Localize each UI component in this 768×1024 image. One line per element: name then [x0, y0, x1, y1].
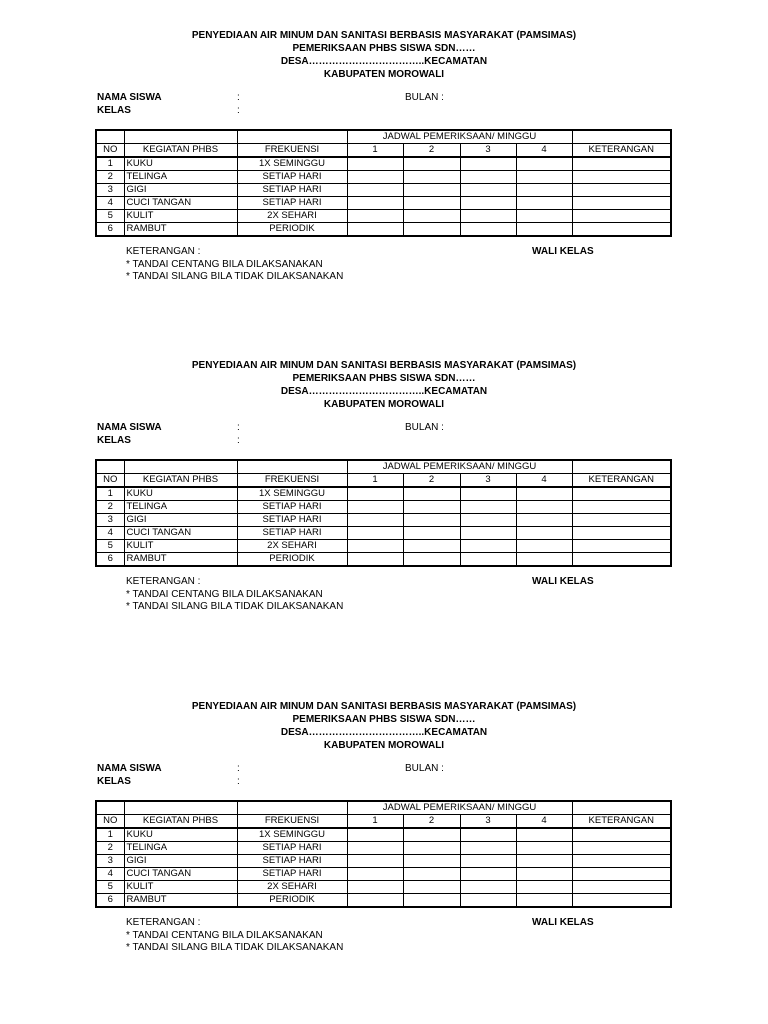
- week-3-check-cell[interactable]: [460, 894, 516, 908]
- frekuensi-header: FREKUENSI: [237, 815, 347, 829]
- kegiatan-header: KEGIATAN PHBS: [124, 474, 237, 488]
- week-1-check-cell[interactable]: [347, 842, 403, 855]
- header-village-district: DESA……………………………..KECAMATAN: [280, 727, 488, 738]
- row-keterangan-cell[interactable]: [572, 894, 671, 908]
- row-frekuensi: PERIODIK: [237, 553, 347, 567]
- week-3-check-cell[interactable]: [460, 487, 516, 501]
- week-3-check-cell[interactable]: [460, 514, 516, 527]
- week-3-check-cell[interactable]: [460, 828, 516, 842]
- week-2-check-cell[interactable]: [403, 501, 460, 514]
- week-header-1: 1: [347, 474, 403, 488]
- note-cross: * TANDAI SILANG BILA TIDAK DILAKSANAKAN: [126, 942, 344, 953]
- row-frekuensi: SETIAP HARI: [237, 197, 347, 210]
- row-kegiatan: TELINGA: [124, 171, 237, 184]
- row-keterangan-cell[interactable]: [572, 223, 671, 237]
- row-kegiatan: TELINGA: [124, 501, 237, 514]
- table-row: [96, 184, 671, 197]
- row-frekuensi: SETIAP HARI: [237, 501, 347, 514]
- week-header-1: 1: [347, 815, 403, 829]
- week-3-check-cell[interactable]: [460, 881, 516, 894]
- row-frekuensi: SETIAP HARI: [237, 527, 347, 540]
- nama-siswa-label: NAMA SISWA: [97, 92, 162, 103]
- keterangan-label: KETERANGAN :: [126, 246, 201, 257]
- bulan-label: BULAN :: [405, 92, 444, 103]
- week-2-check-cell[interactable]: [403, 223, 460, 237]
- week-header-2: 2: [403, 474, 460, 488]
- week-1-check-cell[interactable]: [347, 197, 403, 210]
- row-number: 3: [96, 855, 124, 868]
- kegiatan-header-blank: [124, 801, 237, 815]
- week-4-check-cell[interactable]: [516, 197, 572, 210]
- row-number: 5: [96, 210, 124, 223]
- phbs-form: [0, 330, 768, 660]
- nama-colon: :: [237, 422, 240, 433]
- header-subtitle: PEMERIKSAAN PHBS SISWA SDN……: [292, 373, 476, 384]
- jadwal-group-header: JADWAL PEMERIKSAAN/ MINGGU: [347, 130, 572, 144]
- table-row: [96, 501, 671, 514]
- week-1-check-cell[interactable]: [347, 855, 403, 868]
- row-keterangan-cell[interactable]: [572, 881, 671, 894]
- row-kegiatan: TELINGA: [124, 842, 237, 855]
- table-row: [96, 855, 671, 868]
- wali-kelas-label: WALI KELAS: [532, 576, 594, 587]
- row-kegiatan: RAMBUT: [124, 894, 237, 908]
- week-header-3: 3: [460, 474, 516, 488]
- row-frekuensi: SETIAP HARI: [237, 514, 347, 527]
- week-4-check-cell[interactable]: [516, 842, 572, 855]
- row-kegiatan: KUKU: [124, 157, 237, 171]
- row-number: 6: [96, 553, 124, 567]
- row-number: 4: [96, 197, 124, 210]
- week-header-4: 4: [516, 474, 572, 488]
- row-keterangan-cell[interactable]: [572, 157, 671, 171]
- row-frekuensi: PERIODIK: [237, 894, 347, 908]
- row-number: 1: [96, 157, 124, 171]
- week-4-check-cell[interactable]: [516, 540, 572, 553]
- week-3-check-cell[interactable]: [460, 868, 516, 881]
- week-4-check-cell[interactable]: [516, 501, 572, 514]
- phbs-table: [95, 459, 672, 567]
- no-header: NO: [96, 474, 124, 488]
- header-regency: KABUPATEN MOROWALI: [323, 740, 445, 751]
- jadwal-group-header: JADWAL PEMERIKSAAN/ MINGGU: [347, 460, 572, 474]
- no-header-blank: [96, 130, 124, 144]
- week-header-2: 2: [403, 144, 460, 158]
- week-1-check-cell[interactable]: [347, 894, 403, 908]
- row-keterangan-cell[interactable]: [572, 855, 671, 868]
- bulan-label: BULAN :: [405, 422, 444, 433]
- row-number: 2: [96, 842, 124, 855]
- row-kegiatan: RAMBUT: [124, 553, 237, 567]
- table-row: [96, 842, 671, 855]
- week-2-check-cell[interactable]: [403, 894, 460, 908]
- kelas-colon: :: [237, 776, 240, 787]
- row-frekuensi: 1X SEMINGGU: [237, 487, 347, 501]
- row-number: 6: [96, 223, 124, 237]
- table-row: [96, 868, 671, 881]
- week-1-check-cell[interactable]: [347, 487, 403, 501]
- table-row: [96, 171, 671, 184]
- row-kegiatan: GIGI: [124, 514, 237, 527]
- row-keterangan-cell[interactable]: [572, 184, 671, 197]
- row-frekuensi: SETIAP HARI: [237, 855, 347, 868]
- kegiatan-header-blank: [124, 130, 237, 144]
- table-row: [96, 828, 671, 842]
- week-3-check-cell[interactable]: [460, 171, 516, 184]
- row-frekuensi: SETIAP HARI: [237, 184, 347, 197]
- week-2-check-cell[interactable]: [403, 855, 460, 868]
- row-kegiatan: CUCI TANGAN: [124, 868, 237, 881]
- week-1-check-cell[interactable]: [347, 514, 403, 527]
- week-3-check-cell[interactable]: [460, 210, 516, 223]
- frekuensi-header: FREKUENSI: [237, 144, 347, 158]
- row-keterangan-cell[interactable]: [572, 210, 671, 223]
- row-kegiatan: KUKU: [124, 828, 237, 842]
- row-kegiatan: KUKU: [124, 487, 237, 501]
- phbs-form: [0, 671, 768, 1001]
- week-4-check-cell[interactable]: [516, 553, 572, 567]
- week-4-check-cell[interactable]: [516, 527, 572, 540]
- week-1-check-cell[interactable]: [347, 210, 403, 223]
- week-4-check-cell[interactable]: [516, 828, 572, 842]
- kelas-label: KELAS: [97, 776, 131, 787]
- row-kegiatan: KULIT: [124, 210, 237, 223]
- row-kegiatan: GIGI: [124, 855, 237, 868]
- week-1-check-cell[interactable]: [347, 881, 403, 894]
- row-keterangan-cell[interactable]: [572, 527, 671, 540]
- row-frekuensi: 1X SEMINGGU: [237, 828, 347, 842]
- week-2-check-cell[interactable]: [403, 197, 460, 210]
- week-4-check-cell[interactable]: [516, 184, 572, 197]
- table-row: [96, 514, 671, 527]
- week-2-check-cell[interactable]: [403, 540, 460, 553]
- week-header-3: 3: [460, 144, 516, 158]
- note-checkmark: * TANDAI CENTANG BILA DILAKSANAKAN: [126, 589, 323, 600]
- week-4-check-cell[interactable]: [516, 210, 572, 223]
- kegiatan-header: KEGIATAN PHBS: [124, 815, 237, 829]
- keterangan-header-blank: [572, 130, 671, 144]
- phbs-table: [95, 800, 672, 908]
- header-regency: KABUPATEN MOROWALI: [323, 399, 445, 410]
- row-kegiatan: GIGI: [124, 184, 237, 197]
- week-1-check-cell[interactable]: [347, 868, 403, 881]
- table-row: [96, 894, 671, 908]
- table-row: [96, 881, 671, 894]
- table-row: [96, 487, 671, 501]
- kelas-label: KELAS: [97, 105, 131, 116]
- no-header-blank: [96, 801, 124, 815]
- week-3-check-cell[interactable]: [460, 501, 516, 514]
- nama-colon: :: [237, 763, 240, 774]
- week-2-check-cell[interactable]: [403, 881, 460, 894]
- row-number: 2: [96, 171, 124, 184]
- week-3-check-cell[interactable]: [460, 855, 516, 868]
- table-row: [96, 223, 671, 237]
- table-row: [96, 157, 671, 171]
- table-row: [96, 527, 671, 540]
- week-4-check-cell[interactable]: [516, 868, 572, 881]
- row-number: 6: [96, 894, 124, 908]
- keterangan-header-blank: [572, 460, 671, 474]
- keterangan-header: KETERANGAN: [572, 815, 671, 829]
- row-keterangan-cell[interactable]: [572, 553, 671, 567]
- no-header: NO: [96, 144, 124, 158]
- keterangan-header-blank: [572, 801, 671, 815]
- row-number: 3: [96, 184, 124, 197]
- row-keterangan-cell[interactable]: [572, 842, 671, 855]
- kelas-colon: :: [237, 435, 240, 446]
- week-4-check-cell[interactable]: [516, 855, 572, 868]
- row-number: 4: [96, 868, 124, 881]
- nama-siswa-label: NAMA SISWA: [97, 763, 162, 774]
- week-1-check-cell[interactable]: [347, 540, 403, 553]
- row-kegiatan: CUCI TANGAN: [124, 527, 237, 540]
- phbs-form: [0, 0, 768, 330]
- kegiatan-header: KEGIATAN PHBS: [124, 144, 237, 158]
- nama-colon: :: [237, 92, 240, 103]
- note-checkmark: * TANDAI CENTANG BILA DILAKSANAKAN: [126, 930, 323, 941]
- header-subtitle: PEMERIKSAAN PHBS SISWA SDN……: [292, 714, 476, 725]
- week-4-check-cell[interactable]: [516, 157, 572, 171]
- row-number: 5: [96, 540, 124, 553]
- week-3-check-cell[interactable]: [460, 527, 516, 540]
- frekuensi-header-blank: [237, 801, 347, 815]
- note-cross: * TANDAI SILANG BILA TIDAK DILAKSANAKAN: [126, 271, 344, 282]
- table-row: [96, 553, 671, 567]
- week-header-2: 2: [403, 815, 460, 829]
- row-frekuensi: PERIODIK: [237, 223, 347, 237]
- week-1-check-cell[interactable]: [347, 184, 403, 197]
- jadwal-group-header: JADWAL PEMERIKSAAN/ MINGGU: [347, 801, 572, 815]
- week-4-check-cell[interactable]: [516, 894, 572, 908]
- week-2-check-cell[interactable]: [403, 868, 460, 881]
- frekuensi-header: FREKUENSI: [237, 474, 347, 488]
- note-cross: * TANDAI SILANG BILA TIDAK DILAKSANAKAN: [126, 601, 344, 612]
- no-header: NO: [96, 815, 124, 829]
- row-number: 3: [96, 514, 124, 527]
- week-3-check-cell[interactable]: [460, 223, 516, 237]
- row-frekuensi: SETIAP HARI: [237, 868, 347, 881]
- header-program-title: PENYEDIAAN AIR MINUM DAN SANITASI BERBASIS MASYARAKAT (PAMSIMAS): [191, 360, 577, 371]
- week-4-check-cell[interactable]: [516, 171, 572, 184]
- row-kegiatan: CUCI TANGAN: [124, 197, 237, 210]
- row-frekuensi: SETIAP HARI: [237, 171, 347, 184]
- week-2-check-cell[interactable]: [403, 514, 460, 527]
- row-frekuensi: 2X SEHARI: [237, 210, 347, 223]
- week-4-check-cell[interactable]: [516, 223, 572, 237]
- week-1-check-cell[interactable]: [347, 223, 403, 237]
- header-village-district: DESA……………………………..KECAMATAN: [280, 56, 488, 67]
- kegiatan-header-blank: [124, 460, 237, 474]
- week-2-check-cell[interactable]: [403, 527, 460, 540]
- week-3-check-cell[interactable]: [460, 197, 516, 210]
- week-2-check-cell[interactable]: [403, 487, 460, 501]
- week-3-check-cell[interactable]: [460, 842, 516, 855]
- row-kegiatan: RAMBUT: [124, 223, 237, 237]
- week-header-4: 4: [516, 144, 572, 158]
- keterangan-label: KETERANGAN :: [126, 576, 201, 587]
- week-1-check-cell[interactable]: [347, 527, 403, 540]
- week-3-check-cell[interactable]: [460, 553, 516, 567]
- week-2-check-cell[interactable]: [403, 157, 460, 171]
- week-4-check-cell[interactable]: [516, 881, 572, 894]
- row-keterangan-cell[interactable]: [572, 487, 671, 501]
- kelas-label: KELAS: [97, 435, 131, 446]
- table-row: [96, 197, 671, 210]
- week-header-3: 3: [460, 815, 516, 829]
- row-keterangan-cell[interactable]: [572, 171, 671, 184]
- row-keterangan-cell[interactable]: [572, 540, 671, 553]
- week-4-check-cell[interactable]: [516, 514, 572, 527]
- week-2-check-cell[interactable]: [403, 553, 460, 567]
- row-number: 2: [96, 501, 124, 514]
- keterangan-header: KETERANGAN: [572, 144, 671, 158]
- row-keterangan-cell[interactable]: [572, 197, 671, 210]
- header-program-title: PENYEDIAAN AIR MINUM DAN SANITASI BERBASIS MASYARAKAT (PAMSIMAS): [191, 701, 577, 712]
- week-3-check-cell[interactable]: [460, 540, 516, 553]
- week-1-check-cell[interactable]: [347, 157, 403, 171]
- row-keterangan-cell[interactable]: [572, 868, 671, 881]
- week-2-check-cell[interactable]: [403, 842, 460, 855]
- nama-siswa-label: NAMA SISWA: [97, 422, 162, 433]
- header-regency: KABUPATEN MOROWALI: [323, 69, 445, 80]
- week-1-check-cell[interactable]: [347, 828, 403, 842]
- wali-kelas-label: WALI KELAS: [532, 917, 594, 928]
- row-keterangan-cell[interactable]: [572, 501, 671, 514]
- row-number: 5: [96, 881, 124, 894]
- week-header-1: 1: [347, 144, 403, 158]
- week-2-check-cell[interactable]: [403, 828, 460, 842]
- table-row: [96, 210, 671, 223]
- row-number: 4: [96, 527, 124, 540]
- keterangan-label: KETERANGAN :: [126, 917, 201, 928]
- frekuensi-header-blank: [237, 130, 347, 144]
- kelas-colon: :: [237, 105, 240, 116]
- week-1-check-cell[interactable]: [347, 553, 403, 567]
- row-number: 1: [96, 487, 124, 501]
- header-subtitle: PEMERIKSAAN PHBS SISWA SDN……: [292, 43, 476, 54]
- row-kegiatan: KULIT: [124, 881, 237, 894]
- note-checkmark: * TANDAI CENTANG BILA DILAKSANAKAN: [126, 259, 323, 270]
- week-1-check-cell[interactable]: [347, 171, 403, 184]
- row-keterangan-cell[interactable]: [572, 514, 671, 527]
- week-2-check-cell[interactable]: [403, 171, 460, 184]
- header-program-title: PENYEDIAAN AIR MINUM DAN SANITASI BERBASIS MASYARAKAT (PAMSIMAS): [191, 30, 577, 41]
- row-frekuensi: 2X SEHARI: [237, 540, 347, 553]
- row-frekuensi: SETIAP HARI: [237, 842, 347, 855]
- row-kegiatan: KULIT: [124, 540, 237, 553]
- keterangan-header: KETERANGAN: [572, 474, 671, 488]
- row-number: 1: [96, 828, 124, 842]
- week-3-check-cell[interactable]: [460, 157, 516, 171]
- wali-kelas-label: WALI KELAS: [532, 246, 594, 257]
- week-2-check-cell[interactable]: [403, 184, 460, 197]
- bulan-label: BULAN :: [405, 763, 444, 774]
- week-4-check-cell[interactable]: [516, 487, 572, 501]
- week-3-check-cell[interactable]: [460, 184, 516, 197]
- row-frekuensi: 1X SEMINGGU: [237, 157, 347, 171]
- row-frekuensi: 2X SEHARI: [237, 881, 347, 894]
- no-header-blank: [96, 460, 124, 474]
- week-header-4: 4: [516, 815, 572, 829]
- week-1-check-cell[interactable]: [347, 501, 403, 514]
- week-2-check-cell[interactable]: [403, 210, 460, 223]
- table-row: [96, 540, 671, 553]
- row-keterangan-cell[interactable]: [572, 828, 671, 842]
- header-village-district: DESA……………………………..KECAMATAN: [280, 386, 488, 397]
- frekuensi-header-blank: [237, 460, 347, 474]
- phbs-table: [95, 129, 672, 237]
